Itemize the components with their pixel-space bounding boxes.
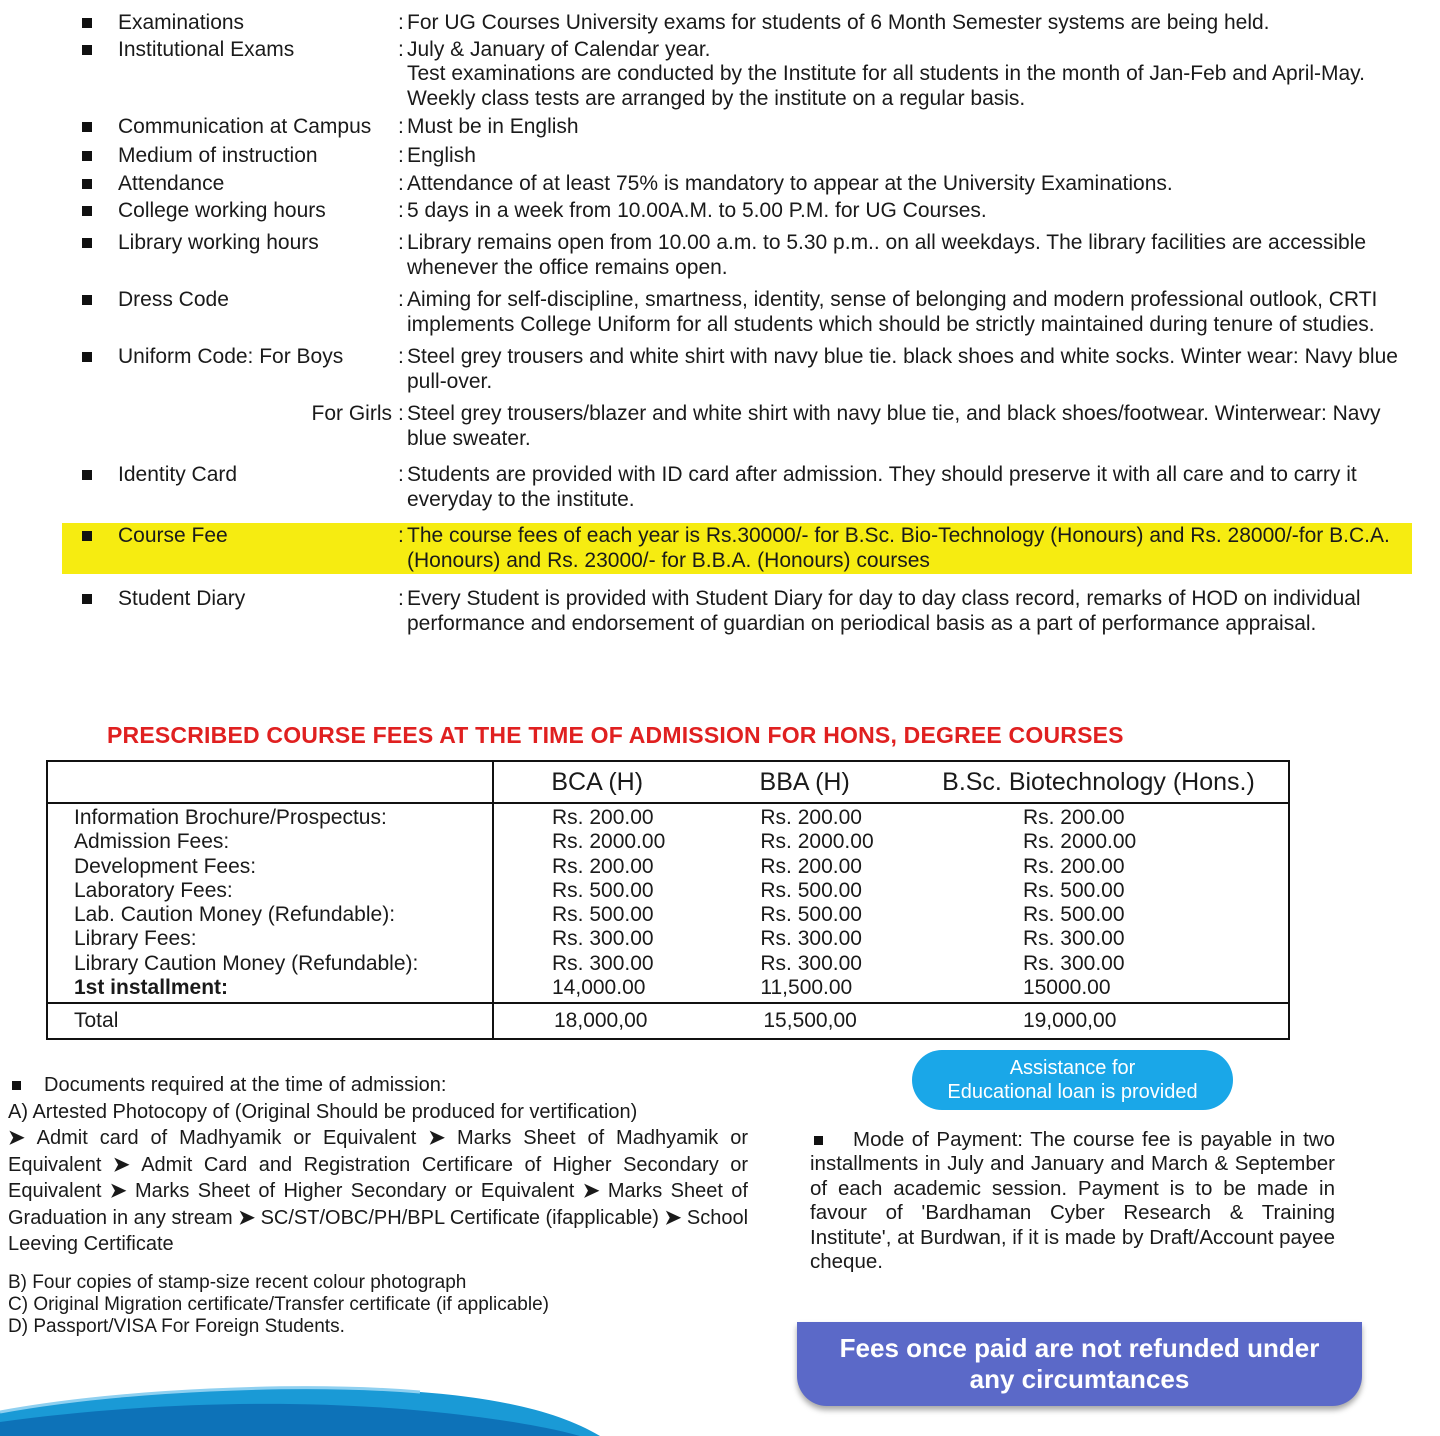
rule-row	[62, 141, 1412, 170]
payment-bullet-icon	[814, 1136, 823, 1145]
rule-colon: :	[398, 524, 404, 547]
rule-row	[62, 112, 1412, 141]
documents-section	[8, 1072, 748, 1338]
fees-header-bca: BCA (H)	[493, 761, 700, 803]
rule-label: Identity Card	[118, 463, 238, 486]
rule-colon: :	[398, 402, 404, 425]
fee-item-label: Lab. Caution Money (Refundable):	[74, 903, 396, 927]
rule-row	[62, 523, 1412, 574]
bullet-icon	[62, 172, 118, 197]
arrow-icon: ➤	[238, 1206, 261, 1229]
fee-item-label: Information Brochure/Prospectus:	[74, 806, 387, 829]
arrow-icon: ➤	[664, 1206, 687, 1229]
loan-badge-line2: Educational loan is provided	[947, 1081, 1198, 1103]
rule-row	[62, 10, 1412, 37]
fee-value: Rs. 500.00	[1022, 903, 1125, 927]
document-item: Marks Sheet of Graduation in any stream	[8, 1180, 748, 1229]
rule-label: Attendance	[118, 172, 225, 195]
rule-label: Communication at Campus	[118, 115, 372, 138]
fee-value: Rs. 200.00	[760, 854, 862, 878]
fees-header-bsc: B.Sc. Biotechnology (Hons.)	[909, 761, 1289, 803]
fee-value: Rs. 2000.00	[1022, 830, 1137, 854]
fees-bba-column	[700, 803, 909, 1003]
fees-bsc-column	[909, 803, 1289, 1003]
bullet-icon	[62, 11, 118, 36]
rule-colon: :	[398, 11, 404, 34]
fee-value: Rs. 500.00	[1022, 878, 1125, 902]
rule-label: Medium of instruction	[118, 143, 318, 167]
rule-colon: :	[398, 115, 404, 138]
fee-value: Rs. 300.00	[552, 927, 654, 951]
bullet-icon	[62, 115, 118, 140]
no-refund-line1: Fees once paid are not refunded under	[839, 1333, 1320, 1363]
fees-table	[46, 760, 1290, 1040]
documents-a-items	[8, 1125, 748, 1258]
rule-value: 5 days in a week from 10.00A.M. to 5.00 P.M. for UG Courses.	[407, 198, 987, 222]
fee-value: Rs. 500.00	[760, 878, 862, 902]
fees-total-label: Total	[47, 1003, 493, 1039]
fee-value: Rs. 200.00	[1022, 854, 1125, 878]
rule-label: Student Diary	[118, 587, 246, 610]
fee-value: Rs. 2000.00	[760, 830, 874, 854]
documents-a-title: A) Artested Photocopy of (Original Should be produced for vertification)	[8, 1100, 638, 1123]
no-refund-line2: any circumtances	[969, 1364, 1190, 1394]
rule-value: July & January of Calendar year. Test examinations are conducted by the Institute for all students in the month of Jan-Feb and April-May. Weekly class tests are arranged by the institute on a regular basis.	[407, 37, 1365, 110]
payment-text: Mode of Payment: The course fee is payable in two installments in July and January and March & September of each academic session. Payment is to be made in favour of 'Bardhaman Cyber Research & Training Institute', at Burdwan, if it is made by Draft/Account payee cheque.	[810, 1128, 1335, 1274]
rule-value: Must be in English	[407, 115, 579, 138]
arrow-icon: ➤	[112, 1153, 142, 1176]
rule-colon: :	[398, 345, 404, 368]
document-item: Marks Sheet of Higher Secondary or Equivalent	[134, 1180, 575, 1202]
rule-value: The course fees of each year is Rs.30000/- for B.Sc. Bio-Technology (Honours) and Rs. 28000/-for B.C.A. (Honours) and Rs. 23000/- for B.B.A. (Honours) courses	[407, 524, 1390, 572]
bullet-icon	[62, 345, 118, 394]
loan-assistance-badge	[912, 1050, 1233, 1110]
rule-colon: :	[398, 463, 404, 486]
rule-value: Attendance of at least 75% is mandatory to appear at the University Examinations.	[407, 172, 1173, 195]
rule-row	[62, 169, 1412, 198]
document-item: School Leeving Certificate	[8, 1206, 749, 1255]
rule-colon: :	[398, 37, 404, 61]
rule-colon: :	[398, 587, 404, 610]
rule-value: Every Student is provided with Student Diary for day to day class record, remarks of HOD on individual performance and endorsement of guardian on periodical basis as a part of performance appraisal.	[407, 587, 1361, 635]
fee-value: 14,000.00	[552, 976, 646, 1000]
documents-d: D) Passport/VISA For Foreign Students.	[8, 1315, 345, 1337]
fees-bca-column	[493, 803, 700, 1003]
fee-value: Rs. 200.00	[1022, 806, 1125, 829]
fee-value: Rs. 300.00	[1022, 951, 1125, 975]
rule-row	[62, 287, 1412, 338]
fee-value: Rs. 200.00	[760, 806, 862, 829]
fees-header-row	[47, 761, 1289, 803]
fees-body-row	[47, 803, 1289, 1003]
rule-colon: :	[398, 143, 404, 167]
fee-item-label: Admission Fees:	[74, 830, 230, 854]
rule-value: Students are provided with ID card after admission. They should preserve it with all care and to carry it everyday to the institute.	[407, 463, 1357, 511]
bullet-icon	[62, 231, 118, 280]
rule-label: Dress Code	[118, 288, 229, 311]
bullet-icon	[62, 524, 118, 573]
document-item: SC/ST/OBC/PH/BPL Certificate (ifapplicable)	[260, 1206, 659, 1229]
loan-badge-line1: Assistance for	[1009, 1057, 1136, 1079]
fee-item-label: Development Fees:	[74, 854, 257, 878]
arrow-icon: ➤	[8, 1127, 37, 1149]
bullet-icon	[62, 38, 118, 112]
rule-row	[62, 401, 1412, 452]
arrow-icon: ➤	[582, 1180, 608, 1202]
rule-label: Uniform Code: For Boys	[118, 345, 344, 368]
fee-item-label: 1st installment:	[74, 976, 229, 1000]
arrow-icon: ➤	[109, 1180, 135, 1202]
rule-label: Examinations	[118, 11, 245, 34]
fee-value: Rs. 500.00	[760, 903, 862, 927]
bullet-icon	[62, 144, 118, 169]
rule-value: Aiming for self-discipline, smartness, identity, sense of belonging and modern professional outlook, CRTI implements College Uniform for all students which should be strictly maintained during tenure of studies.	[407, 288, 1378, 336]
document-item: Admit card of Madhyamik or Equivalent	[36, 1127, 417, 1149]
bullet-icon	[62, 587, 118, 636]
fees-total-bsc: 19,000,00	[909, 1003, 1289, 1039]
fee-value: 11,500.00	[760, 976, 853, 1000]
no-refund-notice	[797, 1322, 1362, 1406]
document-item: Marks Sheet of Madhyamik or Equivalent	[8, 1127, 748, 1176]
fee-value: Rs. 2000.00	[552, 830, 666, 854]
arrow-icon: ➤	[428, 1127, 457, 1149]
rule-value: Library remains open from 10.00 a.m. to 5.30 p.m.. on all weekdays. The library facilities are accessible whenever the office remains open.	[407, 231, 1367, 279]
rule-label: College working hours	[118, 198, 326, 222]
rule-colon: :	[398, 172, 404, 195]
rule-row	[62, 37, 1412, 113]
documents-c: C) Original Migration certificate/Transfer certificate (if applicable)	[8, 1293, 549, 1315]
payment-mode	[810, 1128, 1335, 1274]
rule-row	[62, 462, 1412, 513]
bullet-icon	[62, 199, 118, 224]
fees-total-row	[47, 1003, 1289, 1039]
rule-row	[62, 586, 1412, 637]
fees-header-bba: BBA (H)	[700, 761, 909, 803]
rule-colon: :	[398, 231, 404, 254]
rule-label: Course Fee	[118, 524, 228, 547]
documents-b: B) Four copies of stamp-size recent colour photograph	[8, 1271, 467, 1293]
fee-value: Rs. 300.00	[760, 927, 862, 951]
bullet-icon	[62, 463, 118, 512]
fees-total-bca: 18,000,00	[493, 1003, 700, 1039]
documents-heading: Documents required at the time of admission:	[8, 1072, 748, 1099]
fee-value: Rs. 500.00	[552, 878, 654, 902]
rules-list	[62, 10, 1412, 637]
rule-value: Steel grey trousers/blazer and white shirt with navy blue tie, and black shoes/footwear. Winterwear: Navy blue sweater.	[407, 402, 1381, 450]
fee-value: Rs. 200.00	[552, 854, 654, 878]
fee-item-label: Library Fees:	[74, 927, 197, 951]
fees-header-blank	[47, 761, 493, 803]
rule-label: For Girls	[311, 402, 392, 425]
rule-value: For UG Courses University exams for students of 6 Month Semester systems are being held.	[407, 11, 1270, 34]
bullet-icon	[62, 288, 118, 337]
fee-value: 15000.00	[1022, 976, 1111, 1000]
rule-row	[62, 198, 1412, 225]
fees-total-bba: 15,500,00	[700, 1003, 909, 1039]
fee-item-label: Library Caution Money (Refundable):	[74, 951, 419, 975]
fees-items-column	[47, 803, 493, 1003]
rule-label: Library working hours	[118, 231, 319, 254]
fees-section-title: PRESCRIBED COURSE FEES AT THE TIME OF ADMISSION FOR HONS, DEGREE COURSES	[107, 722, 1124, 748]
document-item: Admit Card and Registration Certificare of Higher Secondary or Equivalent	[8, 1153, 748, 1202]
rule-value: Steel grey trousers and white shirt with navy blue tie. black shoes and white socks. Winter wear: Navy blue pull-over.	[407, 345, 1398, 393]
rule-label: Institutional Exams	[118, 37, 295, 61]
fee-value: Rs. 300.00	[552, 951, 654, 975]
fee-item-label: Laboratory Fees:	[74, 878, 233, 902]
rule-row	[62, 344, 1412, 395]
rule-value: English	[407, 143, 476, 167]
fee-value: Rs. 300.00	[1022, 927, 1125, 951]
fee-value: Rs. 200.00	[552, 806, 654, 829]
rule-row	[62, 230, 1412, 281]
decorative-wave	[0, 1382, 620, 1436]
fee-value: Rs. 300.00	[760, 951, 862, 975]
fee-value: Rs. 500.00	[552, 903, 654, 927]
rule-colon: :	[398, 288, 404, 311]
rule-colon: :	[398, 198, 404, 222]
